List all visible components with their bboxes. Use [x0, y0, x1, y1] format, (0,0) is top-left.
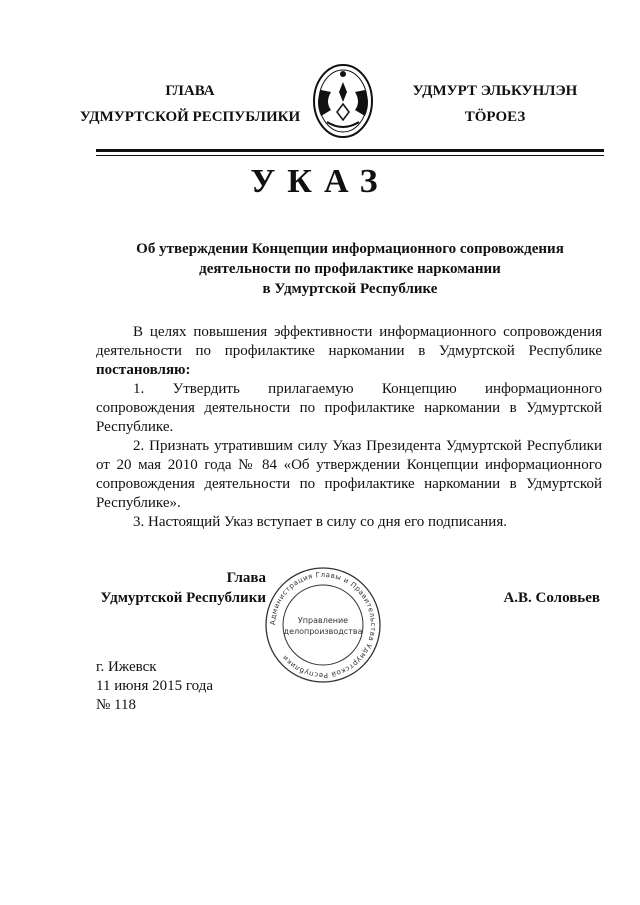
header-divider-thick [96, 149, 604, 152]
header-left [60, 78, 320, 130]
header-divider-thin [96, 155, 604, 156]
issue-date: 11 июня 2015 года [96, 678, 213, 694]
header-right-line1: УДМУРТ ЭЛЬКУНЛЭН [412, 83, 578, 99]
document-body [96, 323, 602, 532]
stamp-inner-line1: Управление [297, 616, 349, 625]
header-right-line2: ТӦРОЕЗ [464, 109, 526, 125]
decree-word: постановляю: [96, 362, 191, 378]
header-left-line1: ГЛАВА [165, 83, 215, 99]
issue-city: г. Ижевск [96, 659, 157, 675]
preamble-text: В целях повышения эффективности информационного сопровождения деятельности по профилактике наркомании в Удмуртской Республике [96, 324, 602, 359]
item-3: 3. Настоящий Указ вступает в силу со дня его подписания. [133, 514, 507, 530]
signatory-name: А.В. Соловьев [503, 590, 600, 606]
signatory-title [96, 568, 266, 608]
signatory-title-line2: Удмуртской Республики [100, 590, 266, 606]
stamp-inner-line2: делопроизводства [283, 627, 363, 636]
coat-of-arms-icon [311, 62, 375, 140]
item-1: 1. Утвердить прилагаемую Концепцию информационного сопровождения деятельности по профилактике наркомании в Удмуртской Республике. [96, 381, 602, 435]
header-right [370, 78, 620, 130]
svg-text:Администрация Главы и Правител [269, 571, 377, 679]
official-stamp [263, 565, 383, 685]
signatory-title-line1: Глава [226, 570, 266, 586]
preamble-paragraph [96, 323, 602, 380]
header-left-line2: УДМУРТСКОЙ РЕСПУБЛИКИ [79, 109, 301, 125]
subject-line2: деятельности по профилактике наркомании [199, 261, 501, 277]
stamp-ring-text: Администрация Главы и Правительства Удмуртской Республики [268, 570, 378, 680]
document-number: № 118 [96, 697, 137, 713]
document-title: УКАЗ [250, 163, 390, 200]
subject-line1: Об утверждении Концепции информационного сопровождения [136, 241, 564, 257]
subject-line3: в Удмуртской Республике [262, 281, 438, 297]
document-issue-info [96, 658, 213, 715]
item-2: 2. Признать утратившим силу Указ Президента Удмуртской Республики от 20 мая 2010 года № 84 «Об утверждении Концепции информационного сопровождения деятельности по профилактике наркомании в Удмуртской Республике». [96, 438, 602, 511]
document-subject [96, 239, 604, 299]
